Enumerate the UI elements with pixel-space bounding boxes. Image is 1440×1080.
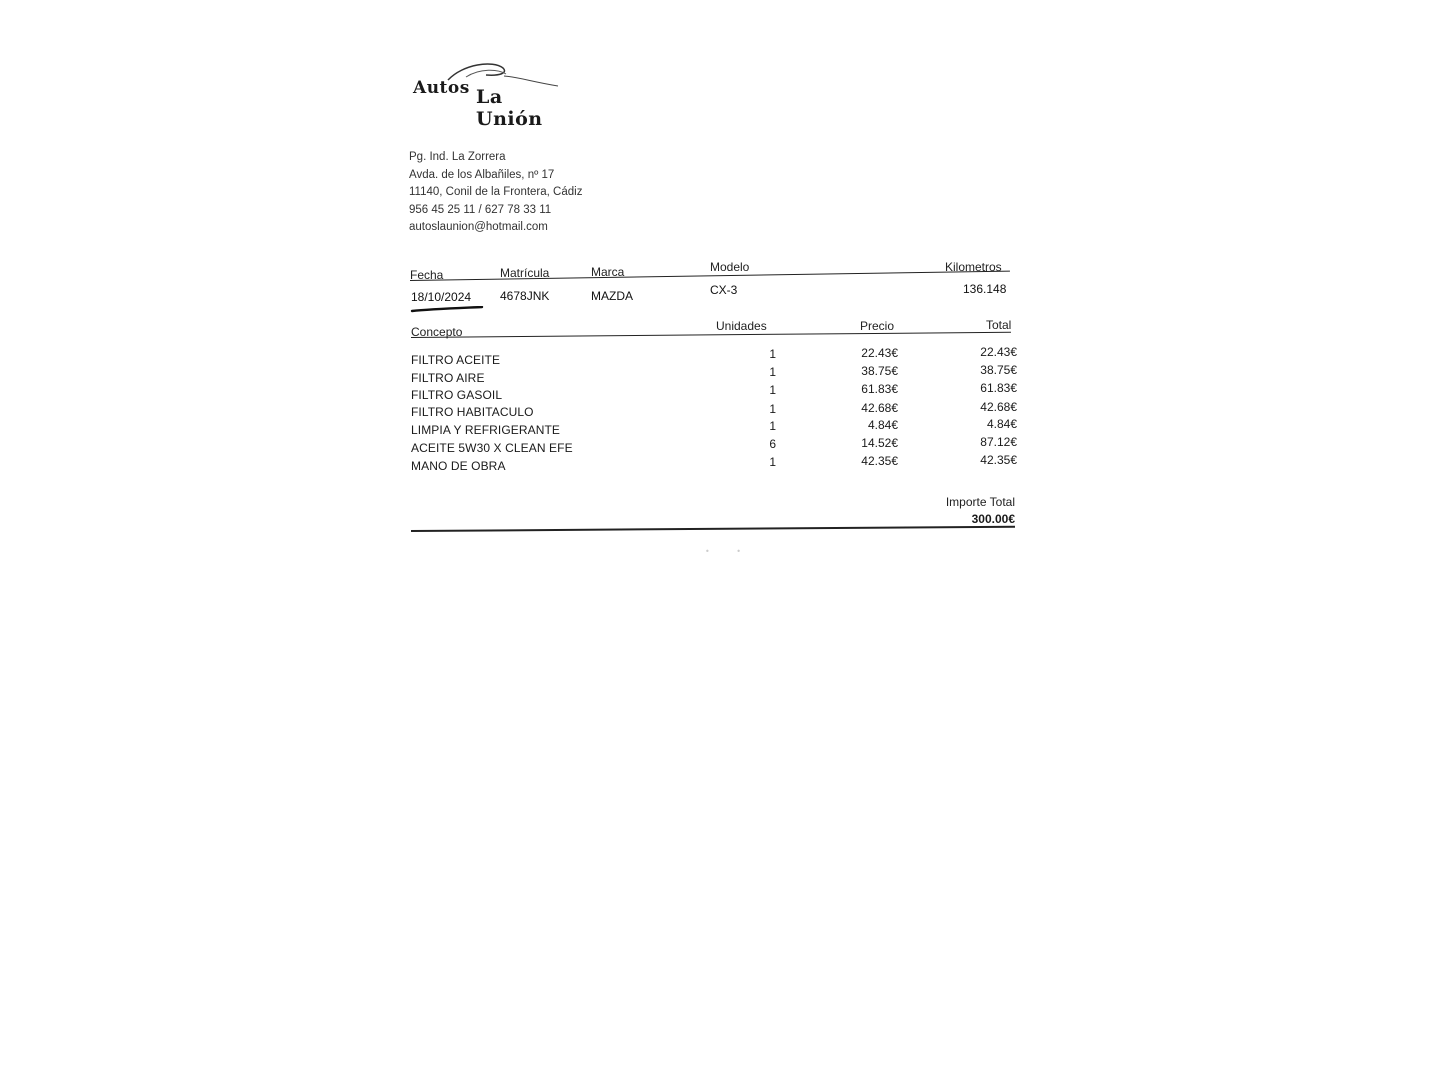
row-concept: FILTRO GASOIL	[411, 388, 503, 402]
row-units: 1	[769, 365, 776, 379]
row-price: 42.68€	[861, 401, 898, 415]
row-total: 4.84€	[986, 417, 1017, 431]
row-price: 14.52€	[861, 436, 898, 450]
row-units: 1	[769, 383, 776, 397]
phone-line: 956 45 25 11 / 627 78 33 11	[409, 203, 552, 216]
company-address	[409, 149, 582, 237]
label-km: Kilometros	[945, 260, 1002, 274]
row-concept: LIMPIA Y REFRIGERANTE	[411, 423, 561, 437]
company-logo	[408, 60, 568, 130]
row-total: 42.35€	[980, 453, 1017, 467]
address-line: 11140, Conil de la Frontera, Cádiz	[409, 186, 583, 198]
header-price: Precio	[860, 319, 895, 333]
row-concept: FILTRO ACEITE	[411, 353, 501, 367]
value-km: 136.148	[963, 282, 1007, 296]
table-row	[411, 453, 1017, 477]
total-value: 300.00€	[971, 512, 1015, 526]
row-total: 87.12€	[980, 435, 1017, 449]
row-price: 42.35€	[861, 454, 898, 468]
table-row	[411, 417, 1017, 441]
total-amount-block	[905, 495, 1015, 526]
row-concept: MANO DE OBRA	[411, 459, 506, 473]
email-line: autoslaunion@hotmail.com	[409, 221, 548, 233]
scan-artifact-dots: • •	[705, 547, 753, 556]
row-units: 6	[769, 437, 776, 451]
row-units: 1	[769, 455, 776, 469]
invoice-document	[405, 55, 1020, 556]
table-row	[411, 381, 1017, 406]
header-units: Unidades	[716, 319, 767, 333]
row-concept: ACEITE 5W30 X CLEAN EFE	[411, 441, 573, 455]
row-price: 38.75€	[861, 364, 898, 378]
row-concept: FILTRO AIRE	[411, 371, 485, 385]
items-header-divider	[411, 332, 1011, 338]
row-units: 1	[769, 419, 776, 433]
row-price: 22.43€	[861, 346, 898, 360]
value-brand: MAZDA	[591, 289, 633, 303]
address-line: Pg. Ind. La Zorrera	[409, 151, 506, 163]
row-total: 42.68€	[980, 400, 1017, 414]
date-underline-mark	[410, 306, 490, 314]
table-row	[411, 435, 1017, 459]
row-price: 4.84€	[867, 418, 898, 432]
address-line: Avda. de los Albañiles, nº 17	[409, 168, 555, 181]
label-date: Fecha	[410, 268, 444, 282]
row-units: 1	[769, 347, 776, 361]
vehicle-details	[410, 258, 1015, 318]
value-model: CX-3	[710, 283, 738, 297]
row-total: 22.43€	[980, 345, 1017, 359]
row-price: 61.83€	[861, 382, 898, 396]
items-table	[411, 317, 1016, 487]
label-plate: Matrícula	[500, 266, 550, 280]
row-units: 1	[769, 402, 776, 416]
header-concept: Concepto	[411, 325, 463, 339]
row-total: 38.75€	[980, 363, 1017, 377]
logo-word-la-union: La Unión	[476, 86, 543, 130]
value-plate: 4678JNK	[500, 289, 550, 303]
row-concept: FILTRO HABITACULO	[411, 405, 534, 419]
value-date: 18/10/2024	[411, 290, 472, 304]
header-total: Total	[986, 318, 1012, 332]
row-total: 61.83€	[980, 381, 1017, 395]
label-model: Modelo	[710, 260, 750, 274]
items-footer-divider	[411, 526, 1015, 532]
table-row	[411, 400, 1017, 423]
total-label: Importe Total	[945, 495, 1015, 509]
logo-word-autos: Autos	[413, 78, 470, 98]
label-brand: Marca	[591, 265, 625, 279]
